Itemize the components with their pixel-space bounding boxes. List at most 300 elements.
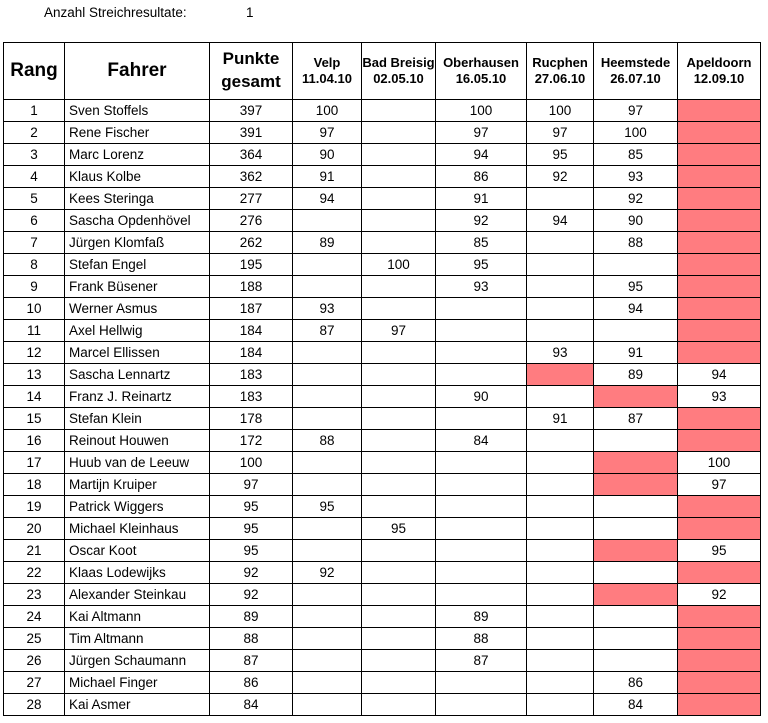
fahrer-cell: Marc Lorenz xyxy=(65,144,210,166)
fahrer-cell: Marcel Ellissen xyxy=(65,342,210,364)
result-cell xyxy=(436,474,527,496)
result-cell: 97 xyxy=(527,122,594,144)
result-cell xyxy=(527,540,594,562)
rang-cell: 17 xyxy=(4,452,65,474)
result-cell xyxy=(362,408,436,430)
race-date: 27.06.10 xyxy=(534,71,586,86)
table-row xyxy=(4,100,761,122)
header-punkte-line2: gesamt xyxy=(221,72,281,91)
header-punkte-line1: Punkte xyxy=(222,49,280,69)
result-cell: 94 xyxy=(436,144,527,166)
punkte-cell: 262 xyxy=(210,232,293,254)
result-cell xyxy=(293,650,362,672)
result-cell xyxy=(362,122,436,144)
rang-cell: 24 xyxy=(4,606,65,628)
result-cell xyxy=(436,584,527,606)
struck-result-cell xyxy=(594,474,678,496)
fahrer-cell: Kai Asmer xyxy=(65,694,210,716)
rang-cell: 25 xyxy=(4,628,65,650)
result-cell: 87 xyxy=(293,320,362,342)
result-cell xyxy=(527,518,594,540)
table-row xyxy=(4,276,761,298)
struck-result-cell xyxy=(594,386,678,408)
table-row xyxy=(4,298,761,320)
result-cell xyxy=(594,650,678,672)
punkte-cell: 178 xyxy=(210,408,293,430)
struck-result-cell xyxy=(678,276,761,298)
result-cell: 84 xyxy=(436,430,527,452)
fahrer-cell: Tim Altmann xyxy=(65,628,210,650)
result-cell: 97 xyxy=(293,122,362,144)
rang-cell: 1 xyxy=(4,100,65,122)
rang-cell: 18 xyxy=(4,474,65,496)
table-row xyxy=(4,166,761,188)
table-row xyxy=(4,320,761,342)
fahrer-cell: Rene Fischer xyxy=(65,122,210,144)
race-date: 12.09.10 xyxy=(693,71,745,86)
result-cell xyxy=(293,694,362,716)
result-cell xyxy=(293,584,362,606)
result-cell xyxy=(362,474,436,496)
rang-cell: 27 xyxy=(4,672,65,694)
result-cell: 93 xyxy=(293,298,362,320)
struck-result-cell xyxy=(678,188,761,210)
punkte-cell: 276 xyxy=(210,210,293,232)
result-cell: 90 xyxy=(293,144,362,166)
result-cell: 97 xyxy=(678,474,761,496)
punkte-cell: 277 xyxy=(210,188,293,210)
fahrer-cell: Jürgen Schaumann xyxy=(65,650,210,672)
result-cell xyxy=(293,452,362,474)
result-cell: 92 xyxy=(678,584,761,606)
result-cell xyxy=(527,628,594,650)
punkte-cell: 92 xyxy=(210,562,293,584)
result-cell: 86 xyxy=(594,672,678,694)
result-cell xyxy=(594,606,678,628)
result-cell: 89 xyxy=(293,232,362,254)
result-cell: 100 xyxy=(594,122,678,144)
struck-result-cell xyxy=(527,364,594,386)
punkte-cell: 89 xyxy=(210,606,293,628)
rang-cell: 6 xyxy=(4,210,65,232)
result-cell: 89 xyxy=(436,606,527,628)
result-cell xyxy=(362,100,436,122)
header-race-bad-breisig xyxy=(362,43,436,100)
result-cell xyxy=(527,452,594,474)
race-name: Apeldoorn xyxy=(686,54,752,70)
punkte-cell: 397 xyxy=(210,100,293,122)
table-row xyxy=(4,364,761,386)
result-cell xyxy=(527,474,594,496)
struck-result-cell xyxy=(594,452,678,474)
result-cell xyxy=(594,320,678,342)
struck-result-cell xyxy=(678,342,761,364)
table-row xyxy=(4,474,761,496)
rang-cell: 7 xyxy=(4,232,65,254)
punkte-cell: 184 xyxy=(210,342,293,364)
race-name: Bad Breisig xyxy=(362,54,435,70)
result-cell: 92 xyxy=(527,166,594,188)
result-cell: 97 xyxy=(436,122,527,144)
struck-result-cell xyxy=(678,166,761,188)
result-cell xyxy=(362,364,436,386)
settings-line xyxy=(0,0,768,40)
fahrer-cell: Axel Hellwig xyxy=(65,320,210,342)
struck-result-cell xyxy=(678,606,761,628)
rang-cell: 15 xyxy=(4,408,65,430)
table-row xyxy=(4,122,761,144)
struck-result-cell xyxy=(678,254,761,276)
result-cell xyxy=(362,584,436,606)
table-row xyxy=(4,540,761,562)
result-cell: 94 xyxy=(527,210,594,232)
table-row xyxy=(4,386,761,408)
result-cell xyxy=(293,276,362,298)
result-cell xyxy=(362,166,436,188)
result-cell xyxy=(436,496,527,518)
race-date: 02.05.10 xyxy=(373,71,424,86)
result-cell xyxy=(362,562,436,584)
fahrer-cell: Sascha Opdenhövel xyxy=(65,210,210,232)
result-cell xyxy=(362,210,436,232)
fahrer-cell: Kai Altmann xyxy=(65,606,210,628)
race-name: Rucphen xyxy=(532,54,588,70)
result-cell: 91 xyxy=(293,166,362,188)
strike-count-value: 1 xyxy=(246,5,254,20)
table-header-row xyxy=(4,43,761,100)
result-cell: 95 xyxy=(293,496,362,518)
result-cell: 85 xyxy=(436,232,527,254)
result-cell: 100 xyxy=(678,452,761,474)
result-cell xyxy=(436,298,527,320)
result-cell xyxy=(436,320,527,342)
result-cell xyxy=(293,408,362,430)
result-cell xyxy=(293,672,362,694)
punkte-cell: 188 xyxy=(210,276,293,298)
fahrer-cell: Kees Steringa xyxy=(65,188,210,210)
punkte-cell: 184 xyxy=(210,320,293,342)
punkte-cell: 87 xyxy=(210,650,293,672)
result-cell: 95 xyxy=(527,144,594,166)
rang-cell: 10 xyxy=(4,298,65,320)
result-cell xyxy=(293,518,362,540)
table-row xyxy=(4,188,761,210)
header-race-heemstede xyxy=(594,43,678,100)
fahrer-cell: Huub van de Leeuw xyxy=(65,452,210,474)
rang-cell: 26 xyxy=(4,650,65,672)
result-cell xyxy=(293,628,362,650)
punkte-cell: 95 xyxy=(210,540,293,562)
fahrer-cell: Oscar Koot xyxy=(65,540,210,562)
table-row xyxy=(4,518,761,540)
table-row xyxy=(4,232,761,254)
race-name: Oberhausen xyxy=(443,54,519,70)
race-date: 11.04.10 xyxy=(302,71,352,86)
header-race-velp xyxy=(293,43,362,100)
result-cell xyxy=(436,364,527,386)
table-row xyxy=(4,144,761,166)
fahrer-cell: Reinout Houwen xyxy=(65,430,210,452)
fahrer-cell: Franz J. Reinartz xyxy=(65,386,210,408)
result-cell xyxy=(362,540,436,562)
fahrer-cell: Frank Büsener xyxy=(65,276,210,298)
fahrer-cell: Stefan Klein xyxy=(65,408,210,430)
result-cell xyxy=(594,254,678,276)
fahrer-cell: Michael Finger xyxy=(65,672,210,694)
result-cell: 92 xyxy=(594,188,678,210)
fahrer-cell: Sven Stoffels xyxy=(65,100,210,122)
result-cell: 87 xyxy=(594,408,678,430)
rang-cell: 14 xyxy=(4,386,65,408)
table-row xyxy=(4,562,761,584)
punkte-cell: 172 xyxy=(210,430,293,452)
result-cell xyxy=(362,144,436,166)
table-row xyxy=(4,342,761,364)
race-date: 26.07.10 xyxy=(610,71,661,86)
result-cell xyxy=(362,628,436,650)
struck-result-cell xyxy=(678,694,761,716)
header-race-apeldoorn xyxy=(678,43,761,100)
result-cell xyxy=(436,694,527,716)
rang-cell: 9 xyxy=(4,276,65,298)
result-cell xyxy=(594,496,678,518)
result-cell: 93 xyxy=(436,276,527,298)
fahrer-cell: Klaas Lodewijks xyxy=(65,562,210,584)
result-cell xyxy=(527,650,594,672)
rang-cell: 19 xyxy=(4,496,65,518)
result-cell xyxy=(527,430,594,452)
struck-result-cell xyxy=(678,320,761,342)
table-row xyxy=(4,650,761,672)
result-cell: 88 xyxy=(436,628,527,650)
table-row xyxy=(4,584,761,606)
table-row xyxy=(4,694,761,716)
result-cell xyxy=(362,606,436,628)
result-cell xyxy=(527,298,594,320)
result-cell xyxy=(436,342,527,364)
result-cell xyxy=(436,562,527,584)
result-cell xyxy=(362,342,436,364)
result-cell xyxy=(527,606,594,628)
result-cell xyxy=(293,364,362,386)
table-row xyxy=(4,452,761,474)
result-cell: 90 xyxy=(436,386,527,408)
result-cell xyxy=(527,386,594,408)
result-cell xyxy=(362,430,436,452)
result-cell: 97 xyxy=(362,320,436,342)
struck-result-cell xyxy=(678,100,761,122)
result-cell: 91 xyxy=(436,188,527,210)
result-cell xyxy=(293,210,362,232)
struck-result-cell xyxy=(678,430,761,452)
result-cell xyxy=(436,672,527,694)
header-fahrer: Fahrer xyxy=(65,43,210,100)
punkte-cell: 97 xyxy=(210,474,293,496)
punkte-cell: 88 xyxy=(210,628,293,650)
punkte-cell: 84 xyxy=(210,694,293,716)
struck-result-cell xyxy=(678,144,761,166)
punkte-cell: 391 xyxy=(210,122,293,144)
struck-result-cell xyxy=(678,122,761,144)
fahrer-cell: Michael Kleinhaus xyxy=(65,518,210,540)
result-cell: 90 xyxy=(594,210,678,232)
struck-result-cell xyxy=(678,232,761,254)
result-cell xyxy=(362,650,436,672)
result-cell xyxy=(527,562,594,584)
struck-result-cell xyxy=(678,650,761,672)
result-cell xyxy=(293,474,362,496)
rang-cell: 28 xyxy=(4,694,65,716)
results-body xyxy=(4,100,761,716)
result-cell: 100 xyxy=(527,100,594,122)
struck-result-cell xyxy=(678,298,761,320)
result-cell xyxy=(362,276,436,298)
result-cell: 93 xyxy=(678,386,761,408)
result-cell xyxy=(362,694,436,716)
rang-cell: 12 xyxy=(4,342,65,364)
result-cell xyxy=(362,672,436,694)
table-row xyxy=(4,254,761,276)
punkte-cell: 95 xyxy=(210,496,293,518)
result-cell xyxy=(594,430,678,452)
struck-result-cell xyxy=(594,540,678,562)
result-cell xyxy=(436,452,527,474)
result-cell xyxy=(527,584,594,606)
table-row xyxy=(4,628,761,650)
results-table xyxy=(3,42,761,716)
table-row xyxy=(4,672,761,694)
result-cell xyxy=(527,276,594,298)
rang-cell: 20 xyxy=(4,518,65,540)
struck-result-cell xyxy=(678,628,761,650)
rang-cell: 8 xyxy=(4,254,65,276)
rang-cell: 21 xyxy=(4,540,65,562)
race-name: Heemstede xyxy=(600,54,671,70)
table-row xyxy=(4,606,761,628)
fahrer-cell: Werner Asmus xyxy=(65,298,210,320)
result-cell: 95 xyxy=(678,540,761,562)
result-cell xyxy=(362,452,436,474)
punkte-cell: 195 xyxy=(210,254,293,276)
result-cell xyxy=(527,254,594,276)
result-cell: 95 xyxy=(594,276,678,298)
header-race-rucphen xyxy=(527,43,594,100)
result-cell: 100 xyxy=(293,100,362,122)
result-cell xyxy=(527,188,594,210)
struck-result-cell xyxy=(678,672,761,694)
header-punkte xyxy=(210,43,293,100)
rang-cell: 2 xyxy=(4,122,65,144)
rang-cell: 16 xyxy=(4,430,65,452)
fahrer-cell: Patrick Wiggers xyxy=(65,496,210,518)
result-cell: 95 xyxy=(436,254,527,276)
result-cell xyxy=(362,188,436,210)
punkte-cell: 92 xyxy=(210,584,293,606)
table-row xyxy=(4,210,761,232)
result-cell xyxy=(293,342,362,364)
strike-count-label: Anzahl Streichresultate: xyxy=(44,5,187,20)
result-cell xyxy=(362,496,436,518)
result-cell xyxy=(293,254,362,276)
result-cell: 87 xyxy=(436,650,527,672)
result-cell xyxy=(293,606,362,628)
result-cell xyxy=(527,694,594,716)
result-cell xyxy=(362,298,436,320)
rang-cell: 22 xyxy=(4,562,65,584)
result-cell xyxy=(293,386,362,408)
result-cell: 84 xyxy=(594,694,678,716)
fahrer-cell: Stefan Engel xyxy=(65,254,210,276)
result-cell xyxy=(527,496,594,518)
punkte-cell: 95 xyxy=(210,518,293,540)
result-cell: 94 xyxy=(293,188,362,210)
struck-result-cell xyxy=(678,562,761,584)
result-cell xyxy=(436,408,527,430)
result-cell xyxy=(527,672,594,694)
fahrer-cell: Martijn Kruiper xyxy=(65,474,210,496)
result-cell xyxy=(436,518,527,540)
punkte-cell: 187 xyxy=(210,298,293,320)
result-cell: 91 xyxy=(527,408,594,430)
rang-cell: 11 xyxy=(4,320,65,342)
struck-result-cell xyxy=(678,210,761,232)
result-cell xyxy=(594,562,678,584)
punkte-cell: 86 xyxy=(210,672,293,694)
header-race-oberhausen xyxy=(436,43,527,100)
struck-result-cell xyxy=(594,584,678,606)
result-cell: 100 xyxy=(436,100,527,122)
result-cell: 86 xyxy=(436,166,527,188)
result-cell: 92 xyxy=(293,562,362,584)
header-rang: Rang xyxy=(4,43,65,100)
struck-result-cell xyxy=(678,408,761,430)
struck-result-cell xyxy=(678,496,761,518)
rang-cell: 3 xyxy=(4,144,65,166)
punkte-cell: 364 xyxy=(210,144,293,166)
fahrer-cell: Jürgen Klomfaß xyxy=(65,232,210,254)
result-cell xyxy=(436,540,527,562)
result-cell: 94 xyxy=(594,298,678,320)
result-cell xyxy=(362,232,436,254)
fahrer-cell: Klaus Kolbe xyxy=(65,166,210,188)
result-cell xyxy=(594,628,678,650)
result-cell: 89 xyxy=(594,364,678,386)
struck-result-cell xyxy=(678,518,761,540)
table-row xyxy=(4,496,761,518)
result-cell: 100 xyxy=(362,254,436,276)
result-cell: 92 xyxy=(436,210,527,232)
race-name: Velp xyxy=(313,54,341,70)
rang-cell: 13 xyxy=(4,364,65,386)
result-cell xyxy=(527,232,594,254)
punkte-cell: 100 xyxy=(210,452,293,474)
result-cell: 91 xyxy=(594,342,678,364)
rang-cell: 23 xyxy=(4,584,65,606)
table-row xyxy=(4,430,761,452)
result-cell: 94 xyxy=(678,364,761,386)
punkte-cell: 362 xyxy=(210,166,293,188)
result-cell xyxy=(594,518,678,540)
fahrer-cell: Sascha Lennartz xyxy=(65,364,210,386)
result-cell: 93 xyxy=(527,342,594,364)
result-cell: 95 xyxy=(362,518,436,540)
result-cell: 97 xyxy=(594,100,678,122)
result-cell: 88 xyxy=(293,430,362,452)
punkte-cell: 183 xyxy=(210,364,293,386)
result-cell xyxy=(293,540,362,562)
race-date: 16.05.10 xyxy=(455,71,507,86)
rang-cell: 5 xyxy=(4,188,65,210)
